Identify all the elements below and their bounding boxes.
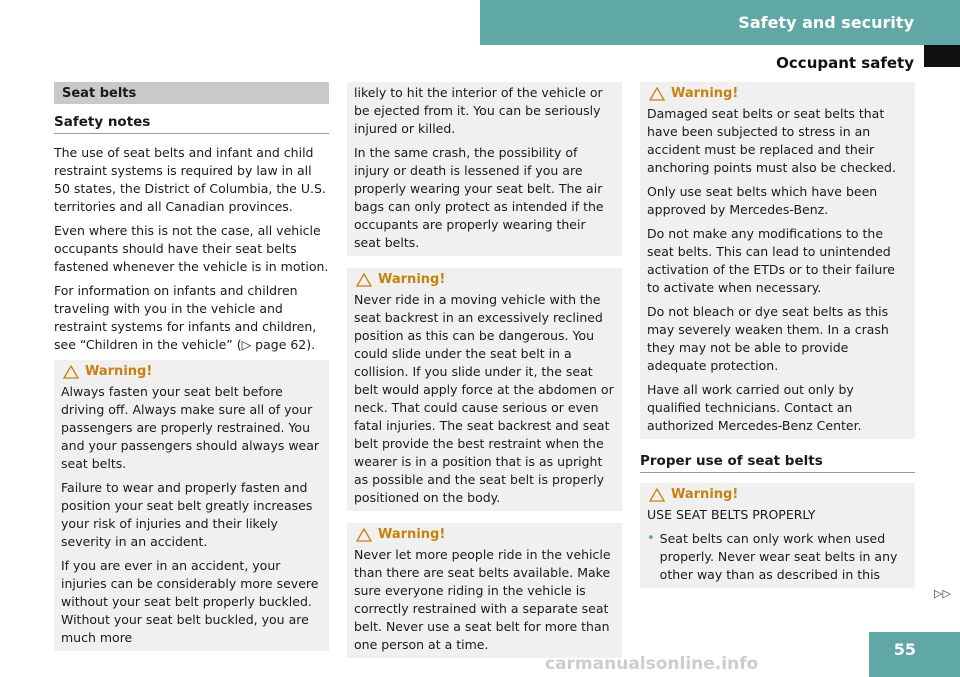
chapter-tab bbox=[480, 0, 960, 45]
warning-paragraph: likely to hit the interior of the vehicle or be ejected from it. You can be seriously injured or killed. bbox=[354, 85, 603, 136]
watermark: carmanualsonline.info bbox=[545, 654, 759, 674]
warning-paragraph: Do not make any modifications to the seat belts. This can lead to unintended activation of the ETDs or to their failure to activate when necessary. bbox=[647, 226, 895, 295]
warning-paragraph: Always fasten your seat belt before driving off. Always make sure all of your passengers are properly restrained. You and your passengers should always wear seat belts. bbox=[61, 384, 320, 471]
warning-triangle-icon bbox=[649, 488, 665, 502]
bullet-item bbox=[647, 530, 908, 584]
warning-continued bbox=[347, 82, 622, 256]
warning-triangle-icon bbox=[649, 87, 665, 101]
chapter-title: Safety and security bbox=[738, 13, 914, 32]
section-title: Occupant safety bbox=[776, 54, 914, 72]
warning-paragraph: Only use seat belts which have been approved by Mercedes-Benz. bbox=[647, 184, 878, 217]
section-bar bbox=[54, 82, 329, 104]
bullet-dot-icon: • bbox=[647, 531, 655, 546]
warning-paragraph: Do not bleach or dye seat belts as this may severely weaken them. In a crash they may not be able to provide adequate protection. bbox=[647, 304, 889, 373]
warning-triangle-icon bbox=[356, 273, 372, 287]
next-page-marker: ▷▷ bbox=[934, 587, 951, 600]
paragraph: For information on infants and children traveling with you in the vehicle and restraint systems for infants and children, see “Children in the vehicle” (▷ page 62). bbox=[54, 283, 317, 352]
warning-title bbox=[61, 364, 322, 379]
warning-title-text: Warning! bbox=[671, 487, 739, 502]
warning-box bbox=[347, 268, 622, 511]
bullet-text: Seat belts can only work when used properly. Never wear seat belts in any other way than as described in this bbox=[659, 531, 898, 582]
warning-title-text: Warning! bbox=[378, 527, 446, 542]
warning-paragraph: USE SEAT BELTS PROPERLY bbox=[647, 507, 816, 522]
page-number: 55 bbox=[893, 640, 916, 659]
warning-title-text: Warning! bbox=[378, 272, 446, 287]
column-1 bbox=[54, 82, 329, 651]
paragraph: The use of seat belts and infant and child restraint systems is required by law in all 50 states, the District of Columbia, the U.S. territories and all Canadian provinces. bbox=[54, 145, 326, 214]
warning-triangle-icon bbox=[63, 365, 79, 379]
warning-title bbox=[354, 527, 615, 542]
warning-box bbox=[640, 483, 915, 588]
thumb-marker bbox=[924, 45, 960, 67]
warning-paragraph: Never let more people ride in the vehicle than there are seat belts available. Make sure everyone riding in the vehicle is correctly restrained with a separate seat belt. Never use a seat belt for more than one person at a time. bbox=[354, 547, 611, 652]
warning-paragraph: In the same crash, the possibility of injury or death is lessened if you are properly wearing your seat belt. The air bags can only protect as intended if the occupants are properly wearing their seat belts. bbox=[354, 145, 604, 250]
warning-paragraph: Failure to wear and properly fasten and position your seat belt greatly increases your risk of injuries and their likely severity in an accident. bbox=[61, 480, 313, 549]
column-2 bbox=[347, 82, 622, 658]
warning-box bbox=[347, 523, 622, 658]
paragraph: Even where this is not the case, all vehicle occupants should have their seat belts fastened whenever the vehicle is in motion. bbox=[54, 223, 329, 274]
warning-title bbox=[647, 487, 908, 502]
safety-notes-heading: Safety notes bbox=[54, 114, 329, 134]
proper-use-heading: Proper use of seat belts bbox=[640, 453, 915, 473]
warning-title bbox=[354, 272, 615, 287]
warning-triangle-icon bbox=[356, 528, 372, 542]
page-number-tab bbox=[869, 632, 960, 677]
warning-paragraph: Never ride in a moving vehicle with the seat backrest in an excessively reclined position as this can be dangerous. You could slide under the seat belt in a collision. If you slide under it, the seat belt would apply force at the abdomen or neck. That could cause serious or even fatal injuries. The seat backrest and seat belt provide the best restraint when the wearer is in a position that is as upright as possible and the seat belt is properly positioned on the body. bbox=[354, 292, 614, 505]
warning-title-text: Warning! bbox=[85, 364, 153, 379]
section-bar-label: Seat belts bbox=[62, 85, 137, 101]
warning-box bbox=[640, 82, 915, 439]
warning-title-text: Warning! bbox=[671, 86, 739, 101]
warning-box bbox=[54, 360, 329, 651]
warning-paragraph: Damaged seat belts or seat belts that have been subjected to stress in an accident must be replaced and their anchoring points must also be checked. bbox=[647, 106, 896, 175]
warning-paragraph: If you are ever in an accident, your injuries can be considerably more severe without your seat belt properly buckled. Without your seat belt buckled, you are much more bbox=[61, 558, 319, 645]
warning-paragraph: Have all work carried out only by qualified technicians. Contact an authorized Mercedes-Benz Center. bbox=[647, 382, 862, 433]
warning-title bbox=[647, 86, 908, 101]
column-3 bbox=[640, 82, 915, 588]
